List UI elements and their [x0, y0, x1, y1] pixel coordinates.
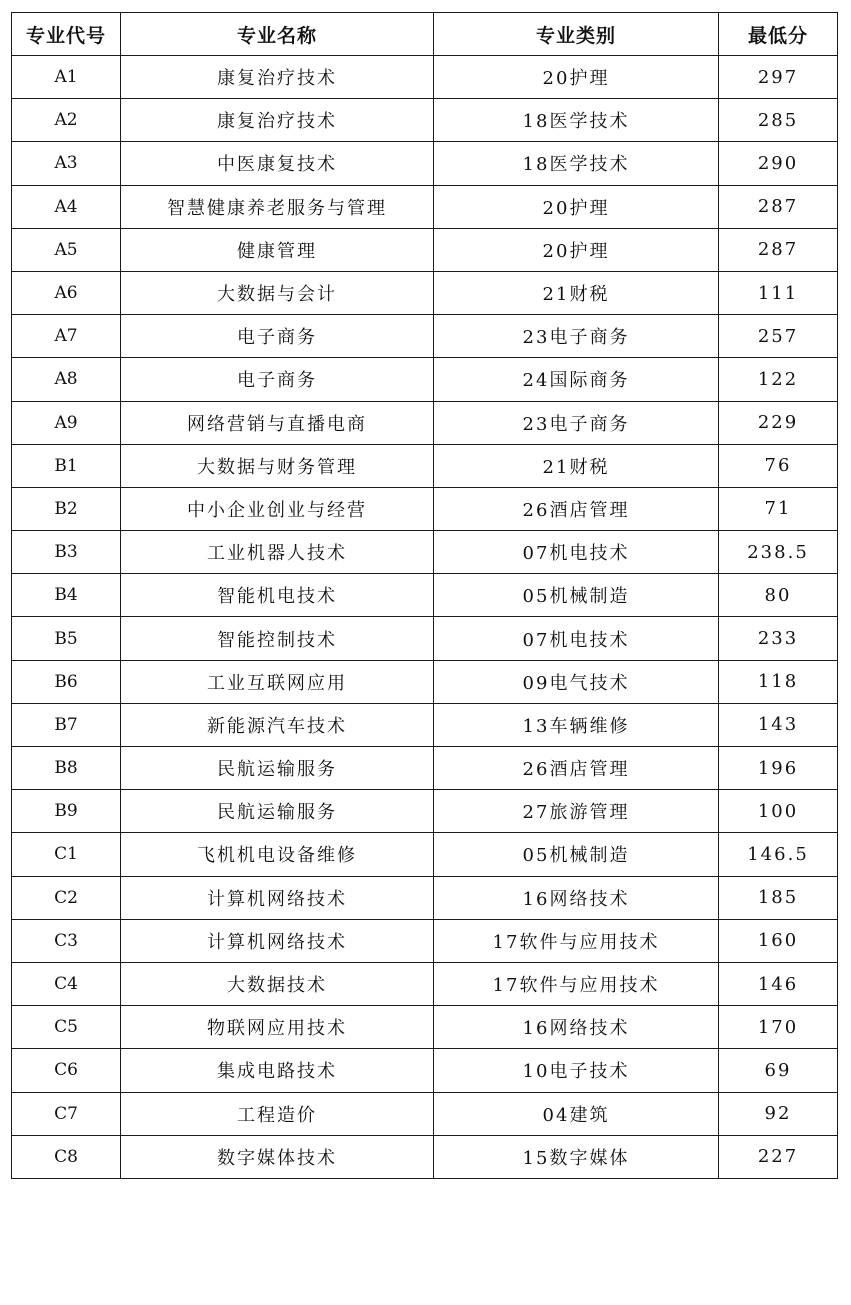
major-category-cell: 05机械制造 — [434, 574, 719, 617]
major-name-cell: 新能源汽车技术 — [121, 703, 434, 746]
major-code-cell: C6 — [12, 1049, 121, 1092]
table-row — [12, 271, 838, 314]
min-score-cell: 257 — [719, 315, 838, 358]
major-name-cell: 大数据与财务管理 — [121, 444, 434, 487]
major-category-cell: 17软件与应用技术 — [434, 919, 719, 962]
table-row — [12, 833, 838, 876]
table-row — [12, 747, 838, 790]
major-code-cell: A7 — [12, 315, 121, 358]
major-code-cell: A5 — [12, 228, 121, 271]
major-category-cell: 21财税 — [434, 271, 719, 314]
major-category-cell: 10电子技术 — [434, 1049, 719, 1092]
major-category-cell: 24国际商务 — [434, 358, 719, 401]
major-code-cell: A2 — [12, 99, 121, 142]
major-name-cell: 电子商务 — [121, 358, 434, 401]
min-score-cell: 118 — [719, 660, 838, 703]
table-row — [12, 358, 838, 401]
min-score-cell: 143 — [719, 703, 838, 746]
major-category-cell: 05机械制造 — [434, 833, 719, 876]
major-name-cell: 网络营销与直播电商 — [121, 401, 434, 444]
major-name-cell: 康复治疗技术 — [121, 56, 434, 99]
min-score-cell: 196 — [719, 747, 838, 790]
major-category-cell: 07机电技术 — [434, 617, 719, 660]
min-score-cell: 287 — [719, 228, 838, 271]
min-score-cell: 185 — [719, 876, 838, 919]
table-row — [12, 703, 838, 746]
header-major-code: 专业代号 — [12, 13, 121, 56]
major-code-cell: A4 — [12, 185, 121, 228]
table-row — [12, 790, 838, 833]
major-code-cell: C3 — [12, 919, 121, 962]
header-major-name: 专业名称 — [121, 13, 434, 56]
min-score-cell: 227 — [719, 1135, 838, 1178]
min-score-cell: 287 — [719, 185, 838, 228]
major-category-cell: 20护理 — [434, 228, 719, 271]
major-category-cell: 26酒店管理 — [434, 747, 719, 790]
major-name-cell: 智能机电技术 — [121, 574, 434, 617]
major-code-cell: B3 — [12, 531, 121, 574]
major-category-cell: 09电气技术 — [434, 660, 719, 703]
major-code-cell: B1 — [12, 444, 121, 487]
major-name-cell: 工业互联网应用 — [121, 660, 434, 703]
table-row — [12, 919, 838, 962]
major-code-cell: B6 — [12, 660, 121, 703]
min-score-cell: 69 — [719, 1049, 838, 1092]
major-name-cell: 数字媒体技术 — [121, 1135, 434, 1178]
table-row — [12, 142, 838, 185]
min-score-cell: 71 — [719, 487, 838, 530]
table-row — [12, 487, 838, 530]
major-category-cell: 18医学技术 — [434, 99, 719, 142]
major-code-cell: B7 — [12, 703, 121, 746]
table-row — [12, 531, 838, 574]
major-code-cell: B4 — [12, 574, 121, 617]
table-row — [12, 617, 838, 660]
major-name-cell: 集成电路技术 — [121, 1049, 434, 1092]
major-code-cell: C2 — [12, 876, 121, 919]
table-row — [12, 660, 838, 703]
min-score-cell: 80 — [719, 574, 838, 617]
major-name-cell: 计算机网络技术 — [121, 919, 434, 962]
major-category-cell: 27旅游管理 — [434, 790, 719, 833]
min-score-cell: 238.5 — [719, 531, 838, 574]
min-score-cell: 229 — [719, 401, 838, 444]
major-code-cell: C1 — [12, 833, 121, 876]
majors-table — [11, 12, 838, 1179]
major-code-cell: B5 — [12, 617, 121, 660]
major-name-cell: 计算机网络技术 — [121, 876, 434, 919]
major-category-cell: 20护理 — [434, 56, 719, 99]
major-category-cell: 16网络技术 — [434, 876, 719, 919]
major-name-cell: 健康管理 — [121, 228, 434, 271]
major-code-cell: C4 — [12, 962, 121, 1005]
min-score-cell: 146.5 — [719, 833, 838, 876]
min-score-cell: 170 — [719, 1006, 838, 1049]
major-code-cell: C5 — [12, 1006, 121, 1049]
min-score-cell: 76 — [719, 444, 838, 487]
major-category-cell: 18医学技术 — [434, 142, 719, 185]
major-name-cell: 智能控制技术 — [121, 617, 434, 660]
min-score-cell: 146 — [719, 962, 838, 1005]
major-code-cell: C7 — [12, 1092, 121, 1135]
major-category-cell: 07机电技术 — [434, 531, 719, 574]
major-code-cell: C8 — [12, 1135, 121, 1178]
major-code-cell: A8 — [12, 358, 121, 401]
major-category-cell: 21财税 — [434, 444, 719, 487]
major-code-cell: A9 — [12, 401, 121, 444]
major-category-cell: 23电子商务 — [434, 401, 719, 444]
min-score-cell: 285 — [719, 99, 838, 142]
major-category-cell: 23电子商务 — [434, 315, 719, 358]
table-row — [12, 185, 838, 228]
table-row — [12, 228, 838, 271]
table-row — [12, 56, 838, 99]
min-score-cell: 160 — [719, 919, 838, 962]
major-name-cell: 大数据技术 — [121, 962, 434, 1005]
major-name-cell: 智慧健康养老服务与管理 — [121, 185, 434, 228]
major-name-cell: 物联网应用技术 — [121, 1006, 434, 1049]
header-row — [12, 13, 838, 56]
table-row — [12, 1092, 838, 1135]
major-name-cell: 大数据与会计 — [121, 271, 434, 314]
table-body — [12, 56, 838, 1179]
table-row — [12, 401, 838, 444]
header-min-score: 最低分 — [719, 13, 838, 56]
min-score-cell: 233 — [719, 617, 838, 660]
min-score-cell: 122 — [719, 358, 838, 401]
major-category-cell: 26酒店管理 — [434, 487, 719, 530]
major-code-cell: A6 — [12, 271, 121, 314]
min-score-cell: 290 — [719, 142, 838, 185]
table-row — [12, 1006, 838, 1049]
table-row — [12, 876, 838, 919]
min-score-cell: 297 — [719, 56, 838, 99]
major-name-cell: 民航运输服务 — [121, 790, 434, 833]
header-major-category: 专业类别 — [434, 13, 719, 56]
table-row — [12, 574, 838, 617]
table-row — [12, 99, 838, 142]
major-name-cell: 康复治疗技术 — [121, 99, 434, 142]
major-category-cell: 16网络技术 — [434, 1006, 719, 1049]
major-code-cell: A3 — [12, 142, 121, 185]
table-row — [12, 444, 838, 487]
table-row — [12, 1135, 838, 1178]
major-code-cell: B8 — [12, 747, 121, 790]
major-name-cell: 中小企业创业与经营 — [121, 487, 434, 530]
major-category-cell: 04建筑 — [434, 1092, 719, 1135]
min-score-cell: 111 — [719, 271, 838, 314]
major-category-cell: 17软件与应用技术 — [434, 962, 719, 1005]
major-name-cell: 工程造价 — [121, 1092, 434, 1135]
major-name-cell: 电子商务 — [121, 315, 434, 358]
major-code-cell: A1 — [12, 56, 121, 99]
table-row — [12, 1049, 838, 1092]
table-row — [12, 315, 838, 358]
table-header — [12, 13, 838, 56]
major-name-cell: 工业机器人技术 — [121, 531, 434, 574]
major-code-cell: B9 — [12, 790, 121, 833]
min-score-cell: 100 — [719, 790, 838, 833]
major-name-cell: 飞机机电设备维修 — [121, 833, 434, 876]
major-code-cell: B2 — [12, 487, 121, 530]
major-name-cell: 民航运输服务 — [121, 747, 434, 790]
major-category-cell: 15数字媒体 — [434, 1135, 719, 1178]
major-category-cell: 13车辆维修 — [434, 703, 719, 746]
table-row — [12, 962, 838, 1005]
min-score-cell: 92 — [719, 1092, 838, 1135]
major-category-cell: 20护理 — [434, 185, 719, 228]
major-name-cell: 中医康复技术 — [121, 142, 434, 185]
